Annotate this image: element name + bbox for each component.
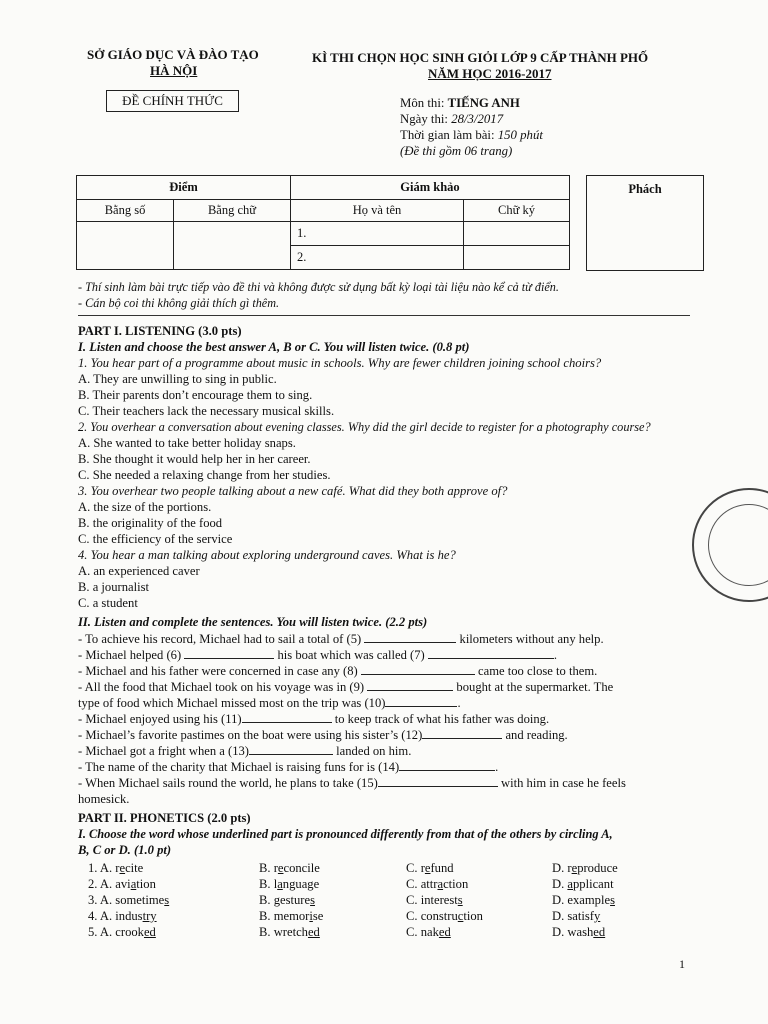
question-1: 1. You hear part of a programme about music in schools. Why are fewer children joining school choirs?: [78, 356, 602, 370]
part1-sec2-title: II. Listen and complete the sentences. You will listen twice. (2.2 pts): [78, 615, 428, 629]
underlined-part: ed: [307, 925, 320, 939]
department-name: SỞ GIÁO DỤC VÀ ĐÀO TẠO: [87, 47, 259, 62]
code-box-label: Phách: [628, 182, 662, 196]
sentence-9-end: bought at the supermarket. The: [456, 680, 614, 694]
date-label: Ngày thi:: [400, 112, 452, 126]
examiner-1-name[interactable]: 1.: [291, 222, 464, 246]
sentence-6-mid: his boat which was called (7): [277, 648, 425, 662]
underlined-part: y: [593, 909, 601, 923]
option-prefix: 4. A. indus: [88, 909, 143, 923]
q3-option-a[interactable]: A. the size of the portions.: [78, 500, 212, 514]
underlined-part: e: [119, 861, 126, 875]
option-suffix: concile: [283, 861, 320, 875]
exam-info: [400, 95, 543, 159]
sentence-5: [78, 631, 604, 647]
sentence-13-end: landed on him.: [336, 744, 412, 758]
sentence-13-start: - Michael got a fright when a (13): [78, 744, 250, 758]
underlined-part: e: [277, 861, 284, 875]
note-2: - Cán bộ coi thi không giải thích gì thêm.: [78, 296, 280, 310]
blank-9[interactable]: [367, 679, 453, 691]
option-prefix: 5. A. crook: [88, 925, 144, 939]
question-2: 2. You overhear a conversation about evening classes. Why did the girl decide to register for a photography course?: [78, 420, 651, 434]
part2-sec1-title-1: I. Choose the word whose underlined part is pronounced differently from that of the others by circling A,: [78, 827, 613, 841]
sentence-14-end: .: [495, 760, 499, 774]
exam-year: NĂM HỌC 2016-2017: [428, 66, 552, 81]
sentence-15: [78, 775, 626, 791]
underlined-part: ed: [438, 925, 451, 939]
department-city: HÀ NỘI: [150, 63, 198, 78]
q5-option-c[interactable]: [406, 925, 451, 940]
q1-option-b[interactable]: B. Their parents don’t encourage them to sing.: [78, 388, 313, 402]
q3-option-d[interactable]: [552, 893, 615, 908]
q1-option-d[interactable]: [552, 861, 618, 876]
sentence-11-end: to keep track of what his father was doing.: [334, 712, 550, 726]
pages-note: (Đề thi gồm 06 trang): [400, 144, 513, 158]
q2-option-b[interactable]: B. She thought it would help her in her career.: [78, 452, 311, 466]
option-prefix: D. satisf: [552, 909, 594, 923]
option-prefix: D. example: [552, 893, 611, 907]
q2-option-a[interactable]: A. She wanted to take better holiday snaps.: [78, 436, 296, 450]
official-label-box: [106, 90, 239, 112]
stamp-inner-ring: [708, 504, 768, 586]
sentence-11-start: - Michael enjoyed using his (11): [78, 712, 242, 726]
q2-option-b[interactable]: [259, 877, 319, 892]
question-3: 3. You overhear two people talking about a new café. What did they both approve of?: [78, 484, 508, 498]
blank-14[interactable]: [399, 759, 495, 771]
sentence-6-start: - Michael helped (6): [78, 648, 182, 662]
option-suffix: tion: [463, 909, 483, 923]
sentence-12-start: - Michael’s favorite pastimes on the boat were using his sister’s (12): [78, 728, 423, 742]
divider: [78, 315, 690, 316]
q3-option-c[interactable]: C. the efficiency of the service: [78, 532, 233, 546]
option-prefix: 1. A. r: [88, 861, 120, 875]
blank-8[interactable]: [361, 663, 475, 675]
sentence-9-start: - All the food that Michael took on his voyage was in (9): [78, 680, 365, 694]
duration-label: Thời gian làm bài:: [400, 128, 498, 142]
official-label: ĐỀ CHÍNH THỨC: [122, 93, 223, 108]
sentence-6-end: .: [553, 648, 558, 662]
q1-option-c[interactable]: [406, 861, 454, 876]
option-suffix: se: [312, 909, 324, 923]
sentence-15-cont: homesick.: [78, 792, 130, 806]
option-prefix: C. r: [406, 861, 425, 875]
option-prefix: B. l: [259, 877, 278, 891]
q4-option-a[interactable]: [88, 909, 157, 924]
date-value: 28/3/2017: [451, 112, 504, 126]
sentence-11: [78, 711, 549, 727]
blank-7[interactable]: [428, 647, 554, 659]
sentence-6: [78, 647, 557, 663]
col-number: Bằng số: [77, 200, 174, 222]
page-number: 1: [679, 957, 685, 971]
q3-option-b[interactable]: B. the originality of the food: [78, 516, 223, 530]
option-suffix: cite: [125, 861, 144, 875]
underlined-part: e: [571, 861, 578, 875]
sentence-10-end: .: [457, 696, 461, 710]
underlined-part: s: [457, 893, 463, 907]
underlined-part: s: [610, 893, 615, 907]
q3-option-b[interactable]: [259, 893, 315, 908]
blank-13[interactable]: [249, 743, 333, 755]
q3-option-a[interactable]: [88, 893, 169, 908]
sentence-10-start: type of food which Michael missed most on the trip was (10): [78, 696, 386, 710]
sentence-8-end: came too close to them.: [478, 664, 598, 678]
underlined-part: a: [567, 877, 573, 891]
underlined-part: c: [457, 909, 464, 923]
examiner-2-signature[interactable]: [464, 246, 570, 270]
q1-option-c[interactable]: C. Their teachers lack the necessary musical skills.: [78, 404, 335, 418]
sentence-12-end: and reading.: [505, 728, 568, 742]
code-box: [586, 175, 704, 271]
col-name: Họ và tên: [291, 200, 464, 222]
q5-option-a[interactable]: [88, 925, 156, 940]
sentence-15-end: with him in case he feels: [501, 776, 626, 790]
question-4: 4. You hear a man talking about exploring underground caves. What is he?: [78, 548, 456, 562]
underlined-part: i: [309, 909, 313, 923]
blank-5[interactable]: [364, 631, 456, 643]
q2-option-c[interactable]: C. She needed a relaxing change from her studies.: [78, 468, 331, 482]
blank-15[interactable]: [378, 775, 498, 787]
option-prefix: B. memor: [259, 909, 310, 923]
sentence-14: [78, 759, 498, 775]
underlined-part: a: [437, 877, 444, 891]
q4-option-d[interactable]: [552, 909, 600, 924]
part2-title: PART II. PHONETICS (2.0 pts): [78, 811, 251, 825]
option-prefix: D. r: [552, 861, 572, 875]
option-prefix: C. interest: [406, 893, 458, 907]
underlined-part: ed: [593, 925, 606, 939]
score-number-cell[interactable]: [77, 222, 174, 270]
blank-10[interactable]: [385, 695, 457, 707]
q3-option-c[interactable]: [406, 893, 463, 908]
option-prefix: D. wash: [552, 925, 594, 939]
examiner-header: Giám khảo: [291, 176, 570, 200]
sentence-13: [78, 743, 411, 759]
option-prefix: B. gesture: [259, 893, 311, 907]
underlined-part: s: [164, 893, 170, 907]
note-1: - Thí sinh làm bài trực tiếp vào đề thi và không được sử dụng bất kỳ loại tài liệu nào kể cả từ điển.: [78, 280, 559, 294]
sentence-10: [78, 695, 461, 711]
q4-option-b[interactable]: B. a journalist: [78, 580, 150, 594]
sentence-9: [78, 679, 613, 695]
date-line: [400, 111, 543, 127]
option-suffix: fund: [430, 861, 454, 875]
underlined-part: a: [130, 877, 137, 891]
q5-option-d[interactable]: [552, 925, 605, 940]
official-stamp: [692, 488, 768, 602]
option-prefix: D.: [552, 877, 568, 891]
q1-option-a[interactable]: [88, 861, 143, 876]
option-suffix: nguage: [282, 877, 320, 891]
subject-value: TIẾNG ANH: [447, 96, 520, 110]
q4-option-b[interactable]: [259, 909, 323, 924]
q5-option-b[interactable]: [259, 925, 320, 940]
q1-option-b[interactable]: [259, 861, 320, 876]
grade-table: [76, 175, 570, 270]
blank-11[interactable]: [242, 711, 332, 723]
q2-option-c[interactable]: [406, 877, 468, 892]
q2-option-d[interactable]: [552, 877, 614, 892]
sentence-15-start: - When Michael sails round the world, he plans to take (15): [78, 776, 378, 790]
q4-option-c[interactable]: [406, 909, 483, 924]
sentence-5-start: - To achieve his record, Michael had to sail a total of (5): [78, 632, 362, 646]
sentence-8: [78, 663, 597, 679]
q4-option-a[interactable]: A. an experienced caver: [78, 564, 200, 578]
option-prefix: C. constru: [406, 909, 458, 923]
duration-value: 150 phút: [497, 128, 543, 142]
subject-line: [400, 95, 543, 111]
option-suffix: tion: [136, 877, 156, 891]
part2-sec1-title-2: B, C or D. (1.0 pt): [78, 843, 172, 857]
option-prefix: B. r: [259, 861, 278, 875]
underlined-part: e: [424, 861, 431, 875]
score-words-cell[interactable]: [174, 222, 291, 270]
option-prefix: 2. A. avi: [88, 877, 131, 891]
q1-option-a[interactable]: A. They are unwilling to sing in public.: [78, 372, 277, 386]
blank-6[interactable]: [184, 647, 274, 659]
underlined-part: try: [142, 909, 157, 923]
option-prefix: C. attr: [406, 877, 438, 891]
underlined-part: s: [310, 893, 315, 907]
option-suffix: pplicant: [573, 877, 614, 891]
option-prefix: B. wretch: [259, 925, 308, 939]
sentence-5-end: kilometers without any help.: [459, 632, 604, 646]
option-suffix: produce: [577, 861, 618, 875]
underlined-part: ed: [143, 925, 156, 939]
col-words: Bằng chữ: [174, 200, 291, 222]
examiner-1-signature[interactable]: [464, 222, 570, 246]
exam-title: KÌ THI CHỌN HỌC SINH GIỎI LỚP 9 CẤP THÀNH PHỐ: [312, 50, 649, 65]
q2-option-a[interactable]: [88, 877, 156, 892]
q4-option-c[interactable]: C. a student: [78, 596, 138, 610]
part1-title: PART I. LISTENING (3.0 pts): [78, 324, 242, 338]
col-signature: Chữ ký: [464, 200, 570, 222]
option-suffix: ction: [443, 877, 469, 891]
blank-12[interactable]: [422, 727, 502, 739]
subject-label: Môn thi:: [400, 96, 448, 110]
score-header: Điểm: [77, 176, 291, 200]
examiner-2-name[interactable]: 2.: [291, 246, 464, 270]
duration-line: [400, 127, 543, 143]
option-prefix: 3. A. sometime: [88, 893, 165, 907]
sentence-8-start: - Michael and his father were concerned in case any (8): [78, 664, 358, 678]
sentence-14-start: - The name of the charity that Michael is raising funs for is (14): [78, 760, 400, 774]
underlined-part: a: [277, 877, 283, 891]
option-prefix: C. nak: [406, 925, 439, 939]
part1-sec1-title: I. Listen and choose the best answer A, B or C. You will listen twice. (0.8 pt): [78, 340, 470, 354]
sentence-12: [78, 727, 568, 743]
